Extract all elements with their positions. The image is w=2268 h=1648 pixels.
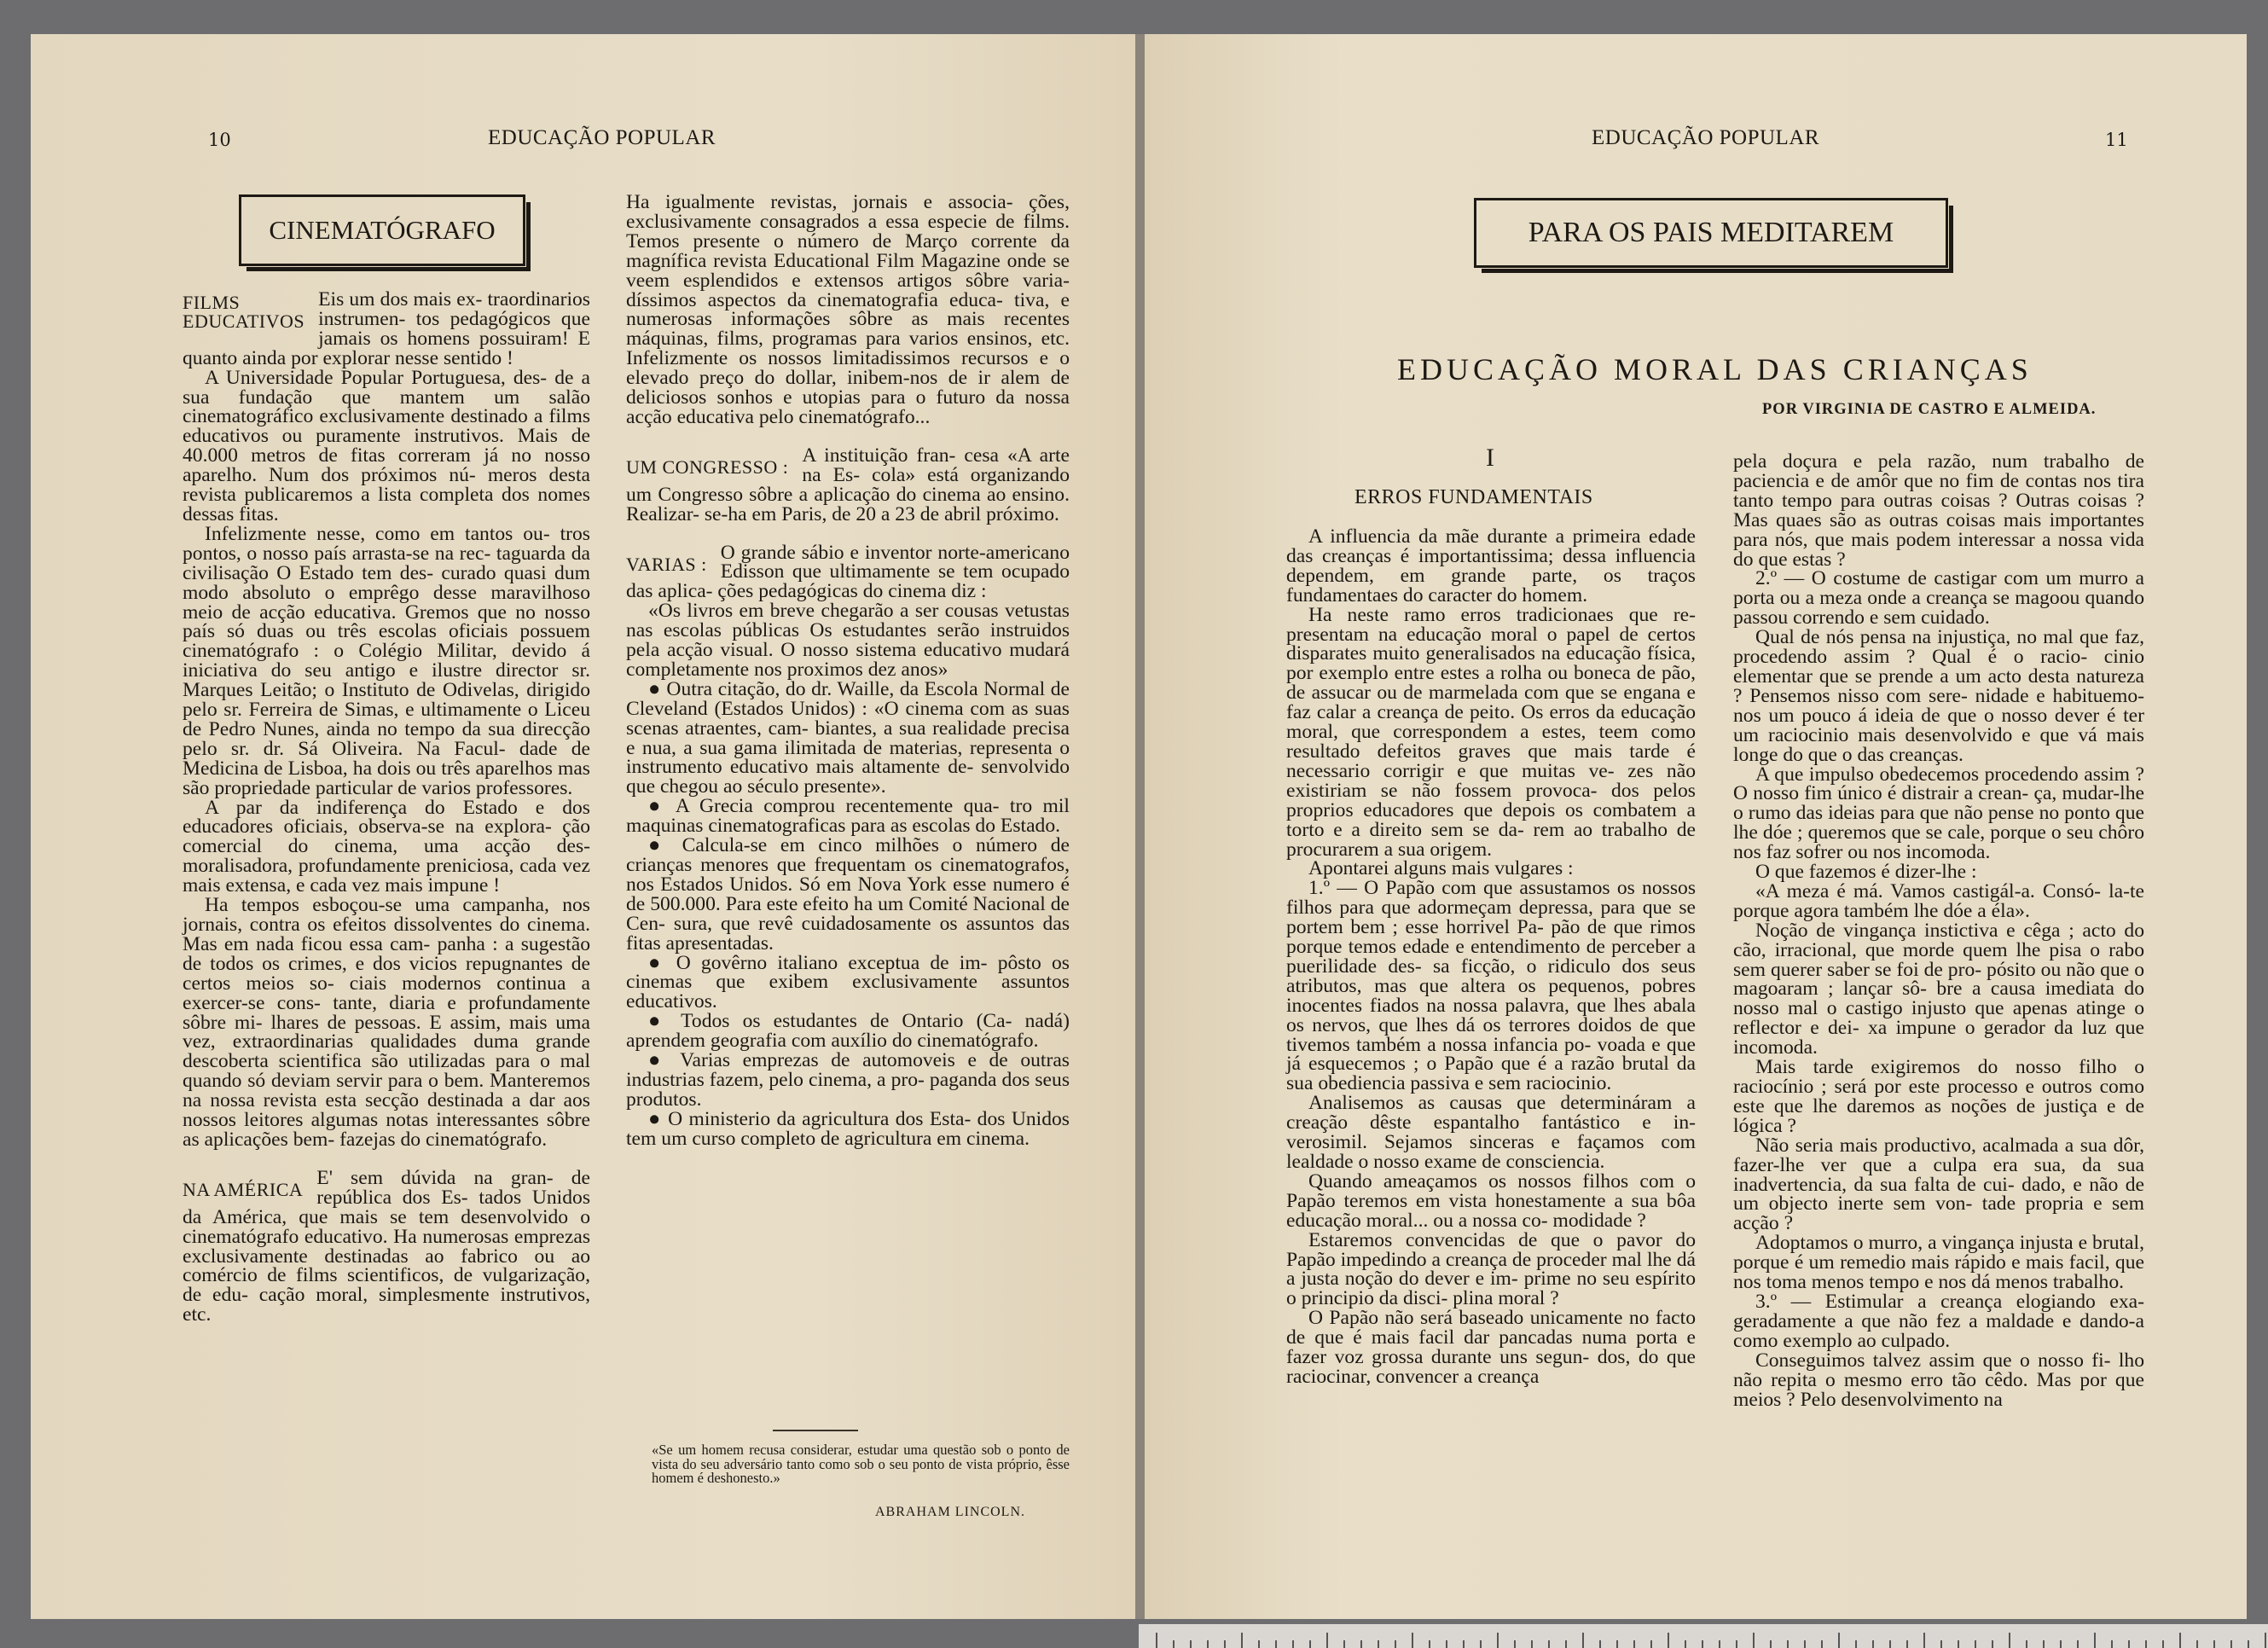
paragraph: Ha tempos esboçou-se uma campanha, nos jornais, contra os efeitos dissolventes do cinema. Mas em nada ficou essa cam- panha : a sugestão de todos os crimes, e dos vicios repugnantes de certos meios so- ciais modernos continua a exercer-se cons- tante, diaria e profundamente sôbre mi- lhares de pessoas. E assim, mais uma vez, extraordinarias qualidades duma grande descoberta scientifica são utilizadas para o mal quando só deviam servir para o bem. Manteremos na nossa revista esta secção destinada a dar aos nossos leitores algumas notas interessantes sôbre as aplicações bem- fazejas do cinematógrafo.: [183, 894, 590, 1151]
page-number: 11: [2105, 130, 2128, 150]
paragraph: «A meza é má. Vamos castigál-a. Consó- la-te porque agora também lhe dóe a éla».: [1733, 879, 2144, 922]
ruler-tick: [2196, 1640, 2198, 1648]
paragraph: ● O ministerio da agricultura dos Esta- dos Unidos tem um curso completo de agricultura em cinema.: [626, 1107, 1070, 1150]
ruler-tick: [2179, 1633, 2181, 1648]
ruler-tick: [1463, 1640, 1465, 1648]
ruler-tick: [1395, 1640, 1396, 1648]
paragraph: A par da indiferença do Estado e dos educadores oficiais, observa-se na explora- ção comercial do cinema, uma acção des- moralisadora, profundamente preniciosa, cada vez mais extensa, e cada vez mais impune !: [183, 796, 590, 897]
side-heading-america: NA AMÉRICA: [183, 1178, 304, 1200]
ruler-tick: [1224, 1640, 1226, 1648]
paragraph: Apontarei alguns mais vulgares :: [1308, 857, 1574, 880]
ruler-tick: [1906, 1640, 1908, 1648]
ruler-tick: [1156, 1633, 1157, 1648]
ruler-tick: [1446, 1640, 1447, 1648]
ruler-tick: [1343, 1640, 1345, 1648]
ruler-tick: [1668, 1633, 1669, 1648]
paragraph: ● O govêrno italiano exceptua de im- pôsto os cinemas que exibem exclusivamente assuntos educativos.: [626, 951, 1070, 1013]
paragraph: 3.º — Estimular a creança elogiando exa- geradamente a que não fez a maldade e dando-a como exemplo ao culpado.: [1733, 1290, 2144, 1352]
ruler-tick: [1531, 1640, 1533, 1648]
ruler-tick: [1889, 1640, 1891, 1648]
paragraph: ● A Grecia comprou recentemente qua- tro mil maquinas cinematograficas para as escolas do Estado.: [626, 795, 1070, 838]
ruler-tick: [1378, 1640, 1379, 1648]
ruler-tick: [2060, 1640, 2062, 1648]
ruler-tick: [2265, 1633, 2266, 1648]
paragraph: 2.º — O costume de castigar com um murro a porta ou a meza onde a creança se magoou quando passou correndo e sem cuidado.: [1733, 567, 2144, 630]
ruler-tick: [1412, 1633, 1413, 1648]
ruler-tick: [1804, 1640, 1806, 1648]
ruler-tick: [1241, 1633, 1243, 1648]
paragraph: ● Calcula-se em cinco milhões o número de crianças menores que frequentam os cinematografos, nos Estados Unidos. Só em Nova York esse numero é de 500.000. Para este efeito ha um Comité Nacional de Cen- sura, que revê cuidadosamente os assuntos das fitas apresentadas.: [626, 834, 1070, 955]
paragraph: Analisemos as causas que determináram a creação dêste espantalho fantástico e in- verosimil. Sejamos sinceras e façamos com lealdade o nosso exame de consciencia.: [1286, 1092, 1696, 1173]
page-number: 10: [208, 130, 231, 150]
ruler-tick: [1429, 1640, 1430, 1648]
book-spread: [31, 34, 2247, 1619]
paragraph: O Papão não será baseado unicamente no facto de que é mais facil dar pancadas numa porta e fazer voz grossa durante uns segun- dos, do que raciocinar, convencer a creança: [1286, 1307, 1696, 1388]
quote-text: «Se um homem recusa considerar, estudar uma questão sob o ponto de vista do seu adversário tanto como sob o seu ponto de vista próprio, êsse homem é deshonesto.»: [652, 1442, 1070, 1486]
ruler-tick: [1958, 1640, 1959, 1648]
ruler-tick: [1685, 1640, 1686, 1648]
section-title: PARA OS PAIS MEDITAREM: [1528, 217, 1894, 248]
right-column-1: [1286, 527, 1696, 1387]
paragraph: Estaremos convencidas de que o pavor do Papão impedindo a creança de proceder mal lhe dá a justa noção do dever e im- prime no seu espírito o principio da disci- plina moral ?: [1286, 1228, 1696, 1310]
section-title-box: [1474, 198, 1948, 268]
ruler-tick: [1838, 1633, 1840, 1648]
paragraph: A Universidade Popular Portuguesa, des- de a sua fundação que mantem um salão cinematográfico exclusivamente destinado a films educativos ou puramente instrutivos. Mais de 40.000 metros de fitas correram já no nosso aparelho. Num dos próximos nú- meros desta revista publicaremos a lista completa dos nomes dessas fitas.: [183, 366, 590, 525]
paragraph: Não seria mais productivo, acalmada a sua dôr, fazer-lhe ver que a culpa era sua, da sua inadvertencia, da sua falta de cui- dado, e não de um objecto inerte sem von- tade propria e sem acção ?: [1733, 1134, 2144, 1235]
paragraph: E' sem dúvida na gran- de república dos Es- tados Unidos da América, que mais se tem desenvolvido o cinematógrafo educativo. Ha numerosas emprezas exclusivamente destinadas ao fabrico ou ao comércio de films scientificos, de vulgarização, de edu- cação moral, simplesmente instrutivos, etc.: [183, 1166, 590, 1326]
ruler-tick: [1787, 1640, 1789, 1648]
ruler-tick: [1633, 1640, 1635, 1648]
chapter-number: I: [1486, 444, 1494, 472]
ruler-tick: [2009, 1633, 2010, 1648]
paragraph: A que impulso obedecemos procedendo assim ? O nosso fim único é distrair a crean- ça, mudar-lhe o rumo das ideias para que não pense no ponto que lhe dóe ; queremos que se cale, porque o seu chôro nos faz sofrer ou nos incomoda.: [1733, 763, 2144, 864]
right-page: [1145, 34, 2247, 1619]
quote-author: ABRAHAM LINCOLN.: [875, 1505, 1025, 1519]
paragraph: «Os livros em breve chegarão a ser cousas vetustas nas escolas públicas Os estudantes serão instruidos pela acção visual. O nosso sistema educativo mudará completamente nos proximos dez anos»: [626, 600, 1070, 681]
ruler-tick: [2026, 1640, 2027, 1648]
paragraph: ● Varias emprezas de automoveis e de outras industrias fazem, pelo cinema, a pro- paganda dos seus produtos.: [626, 1049, 1070, 1111]
ruler-tick: [1702, 1640, 1703, 1648]
ruler-tick: [1292, 1640, 1294, 1648]
ruler-tick: [1975, 1640, 1976, 1648]
ruler-tick: [1992, 1640, 1993, 1648]
paragraph: Noção de vingança instictiva e cêga ; acto do cão, irracional, que morde quem lhe pisa o rabo sem querer saber se foi de pro- pósito ou não que o magoaram ; lançar sô- bre a causa imediata do nosso mal o castigo injusto que apenas atinge o reflector e dei- xa impune o gerador da luz que incomoda.: [1733, 919, 2144, 1059]
paragraph: ● Outra citação, do dr. Waille, da Escola Normal de Cleveland (Estados Unidos) : «O cinema com as suas scenas atraentes, cam- biantes, a sua realidade precisa e nua, a sua gama ilimitada de materias, representa o instrumento educativo mais altamente de- senvolvido que chegou ao século presente».: [626, 677, 1070, 798]
paragraph: Adoptamos o murro, a vingança injusta e brutal, porque é um remedio mais rápido e mais facil, que nos toma menos tempo e nos dá menos trabalho.: [1733, 1232, 2144, 1294]
paragraph: O grande sábio e inventor norte-americano Edisson que ultimamente se tem ocupado das aplica- ções pedagógicas do cinema diz :: [626, 541, 1070, 603]
ruler-tick: [1719, 1640, 1720, 1648]
paragraph: Qual de nós pensa na injustiça, no mal que faz, procedendo assim ? Qual é o racio- cinio elementar que se prende a um acto desta natureza ? Pensemos nisso com sere- nidade e habituemo-nos um pouco á ideia de que o nosso dever é ter um raciocinio mais desenvolvido e que vá mais longe do que o das creanças.: [1733, 626, 2144, 766]
ruler-tick: [1599, 1640, 1601, 1648]
article-title: EDUCAÇÃO MORAL DAS CRIANÇAS: [1397, 352, 2033, 386]
ruler-tick: [1616, 1640, 1618, 1648]
ruler-tick: [1940, 1640, 1942, 1648]
ruler-tick: [1360, 1640, 1362, 1648]
section-title: CINEMATÓGRAFO: [269, 215, 496, 245]
left-page: [31, 34, 1135, 1619]
chapter-title: ERROS FUNDAMENTAIS: [1354, 486, 1593, 508]
ruler-tick: [1275, 1640, 1277, 1648]
paragraph: Eis um dos mais ex- traordinarios instrumen- tos pedagógicos que jamais os homens possuiram! E quanto ainda por explorar nesse sentido !: [183, 288, 590, 369]
ruler-tick: [1548, 1640, 1550, 1648]
ruler-tick: [1855, 1640, 1857, 1648]
ruler-tick: [2094, 1633, 2096, 1648]
ruler-tick: [1821, 1640, 1823, 1648]
ruler-tick: [1514, 1640, 1516, 1648]
ruler-tick: [1582, 1633, 1584, 1648]
side-heading-varias: VARIAS :: [626, 553, 707, 575]
running-head: EDUCAÇÃO POPULAR: [488, 126, 716, 149]
divider: [773, 1430, 858, 1431]
ruler-tick: [1770, 1640, 1772, 1648]
paragraph: Infelizmente nesse, como em tantos ou- tros pontos, o nosso país arrasta-se na rec- taguarda da civilisação O Estado tem des- curado quasi dum modo absoluto o emprêgo desse maravilhoso meio de acção educativa. Gremos que no nosso país só duas ou três escolas oficiais possuem cinematógrafo : o Colégio Militar, devido á iniciativa do seu antigo e ilustre director sr. Marques Leitão; o Instituto de Odivelas, dirigido pelo sr. Ferreira de Simas, e ultimamente o Liceu de Pedro Nunes, ainda no tempo da sua direcção pelo sr. dr. Sá Oliveira. Na Facul- dade de Medicina de Lisboa, ha dois ou três aparelhos mas são propriedade particular de varios professores.: [183, 522, 590, 799]
paragraph: Conseguimos talvez assim que o nosso fi- lho não repita o mesmo erro tão cêdo. Mas por que meios ? Pelo desenvolvimento na: [1733, 1349, 2144, 1411]
ruler-tick: [1753, 1633, 1755, 1648]
paragraph: Mais tarde exigiremos do nosso filho o raciocínio ; será por este processo e outros como este que lhe daremos as noções de justiça e de lógica ?: [1733, 1056, 2144, 1137]
ruler-tick: [1736, 1640, 1737, 1648]
paragraph: Ha igualmente revistas, jornais e associa- ções, exclusivamente consagrados a essa especie de films. Temos presente o número de Março corrente da magnífica revista Educational Film Magazine onde se veem esplendidos e extensos artigos sôbre varia- díssimos aspectos da cinematografia educa- tiva, e numerosas informações sôbre as mais recentes máquinas, films, programas para varios ensinos, etc. Infelizmente os nossos limitadissimos recursos e o elevado preço do dollar, inibem-nos de ir alem de deliciosos sonhos e utopias para o futuro da nossa acção educativa pelo cinematógrafo...: [626, 191, 1070, 428]
ruler-tick: [1309, 1640, 1311, 1648]
paragraph: pela doçura e pela razão, num trabalho de paciencia e de amôr que no fim de contas nos tira tanto tempo para outras coisas ? Outras coisas ? Mas quaes são as outras coisas mais importantes para nós, que mais podem interessar a nossa vida do que estas ?: [1733, 450, 2144, 571]
ruler-tick: [2213, 1640, 2215, 1648]
ruler-tick: [2230, 1640, 2232, 1648]
ruler-tick: [2111, 1640, 2113, 1648]
ruler-tick: [1480, 1640, 1482, 1648]
paragraph: A influencia da mãe durante a primeira edade das creanças é importantissima; dessa influencia dependem, em grande parte, os traços fundamentaes do caracter do homem.: [1286, 525, 1696, 606]
ruler-tick: [2248, 1640, 2249, 1648]
lincoln-quote: [652, 1443, 1070, 1486]
paragraph: 1.º — O Papão com que assustamos os nossos filhos para que adormeçam depressa, para que se portem bem ; esse horrivel Pa- pão de que rimos porque temos edade e entendimento de perceber a puerilidade des- sa ficção, o ridiculo dos seus atributos, mas que altera os pequenos, pobres inocentes fiados na nossa palavra, que lhes abala os nervos, que lhes dá os terrores doidos de que tivemos também a nossa infancia po- voada e que já esquecemos ; o Papão que é a razão brutal da sua obediencia passiva e sem raciocinio.: [1286, 877, 1696, 1095]
ruler-tick: [2128, 1640, 2130, 1648]
running-head: EDUCAÇÃO POPULAR: [1592, 126, 1820, 149]
right-column-2: [1733, 452, 2144, 1409]
paragraph: Quando ameaçamos os nossos filhos com o Papão teremos em vista honestamente a sua bôa educação moral... ou a nossa co- modidade ?: [1286, 1169, 1696, 1232]
ruler-tick: [1326, 1633, 1328, 1648]
section-title-box: [239, 194, 525, 266]
ruler-tick: [1650, 1640, 1652, 1648]
ruler-tick: [1565, 1640, 1567, 1648]
paragraph: Ha neste ramo erros tradicionaes que re- presentam na educação moral o papel de certos disparates muito generalisados na educação física, por exemplo entre estes a rolha ou boneca de pão, de assucar ou de marmelada com que se engana e faz calar a creança de peito. Os erros da educação moral, que correspondem a estes, teem como resultado defeitos graves que mais tarde é necessario corrigir e que muitas ve- zes não existiriam se não fossem provoca- dos pelos proprios educadores que depois os combatem a torto e a direito sem se da- rem ao trabalho de procurarem a sua origem.: [1286, 603, 1696, 861]
side-heading-congresso: UM CONGRESSO :: [626, 456, 789, 478]
ruler-tick: [1173, 1640, 1175, 1648]
byline: POR VIRGINIA DE CASTRO E ALMEIDA.: [1762, 401, 2097, 418]
ruler-tick: [1872, 1640, 1874, 1648]
ruler-tick: [1497, 1633, 1499, 1648]
side-heading-films: FILMS EDUCATIVOS: [183, 292, 305, 332]
ruler-tick: [1923, 1633, 1925, 1648]
ruler-tick: [2043, 1640, 2045, 1648]
ruler-tick: [1207, 1640, 1209, 1648]
paragraph: A instituição fran- cesa «A arte na Es- cola» está organizando um Congresso sôbre a aplicação do cinema ao ensino. Realizar- se-ha em Paris, de 20 a 23 de abril próximo.: [626, 444, 1070, 525]
gutter: [1135, 34, 1145, 1619]
ruler-tick: [2145, 1640, 2147, 1648]
scan-ruler: [1139, 1624, 2268, 1648]
paragraph: ● Todos os estudantes de Ontario (Ca- nadá) aprendem geografia com auxílio do cinematógrafo.: [626, 1010, 1070, 1053]
ruler-tick: [2162, 1640, 2164, 1648]
ruler-tick: [1190, 1640, 1192, 1648]
ruler-tick: [2077, 1640, 2079, 1648]
ruler-tick: [1258, 1640, 1260, 1648]
paragraph: O que fazemos é dizer-lhe :: [1755, 861, 1977, 884]
left-column-1: [183, 290, 590, 1325]
left-column-2: [626, 193, 1070, 1149]
